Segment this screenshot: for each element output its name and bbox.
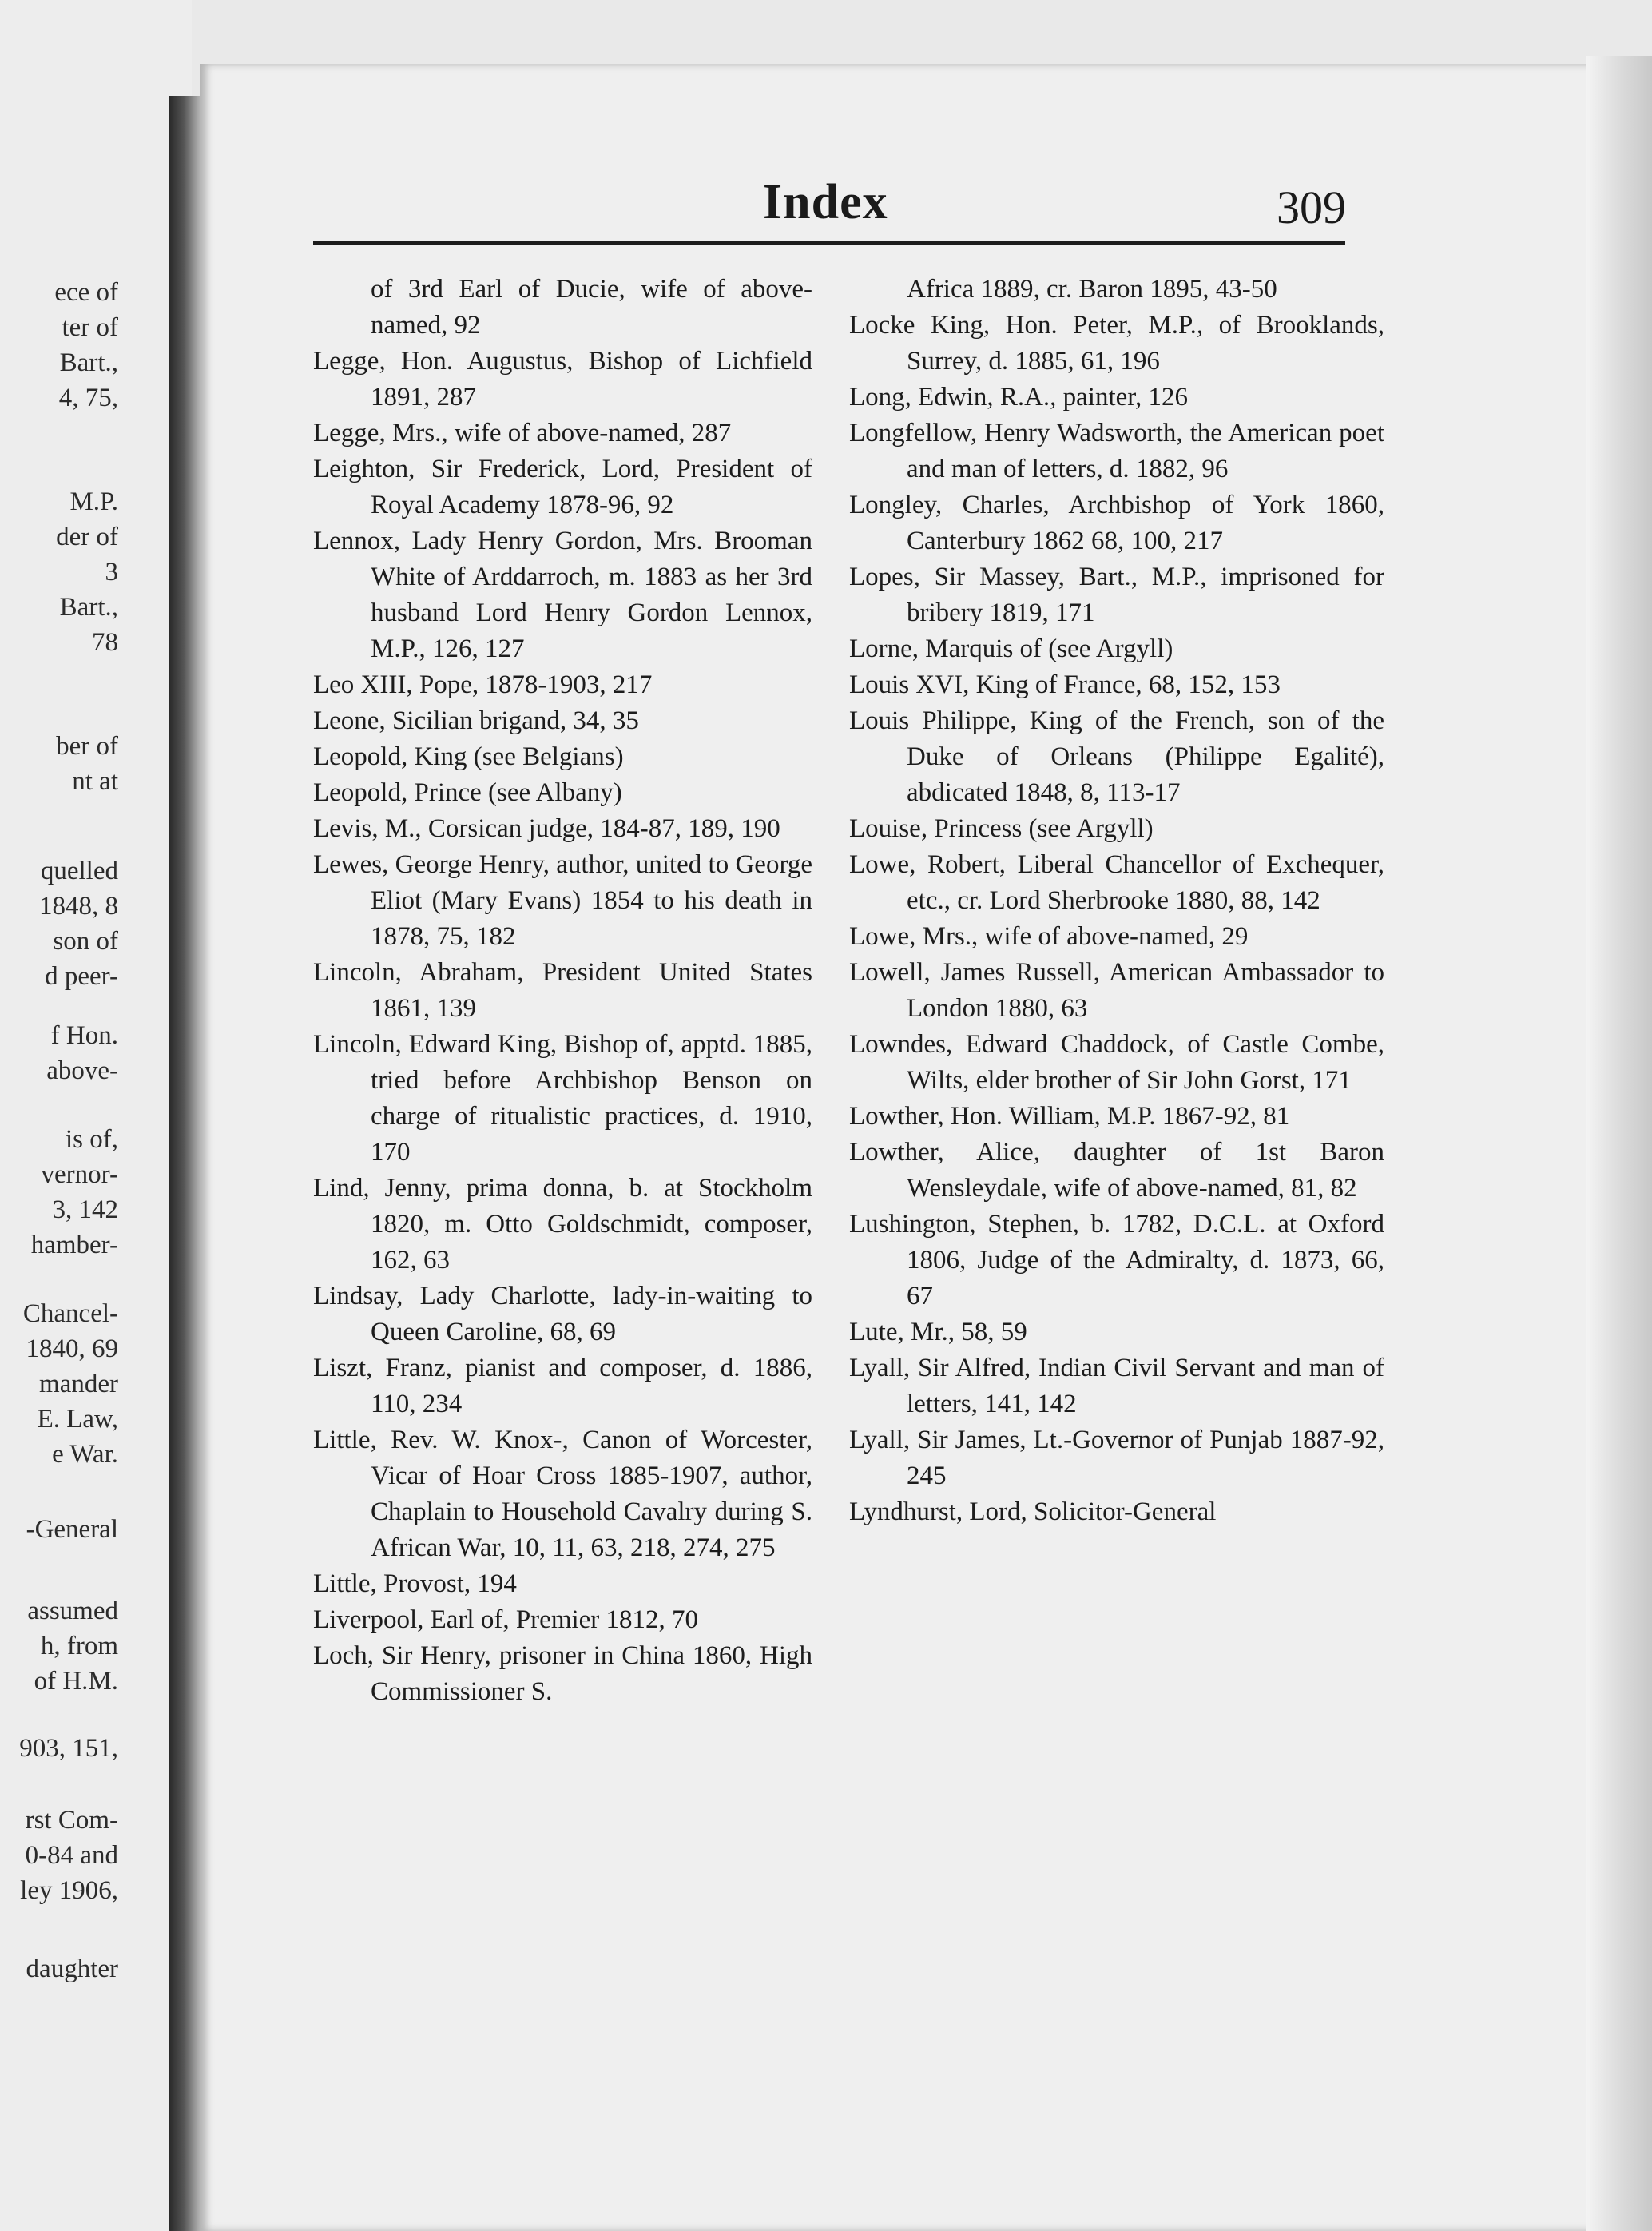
header-rule xyxy=(313,241,1345,245)
index-entry: Legge, Hon. Augustus, Bishop of Lichfield 1891, 287 xyxy=(313,347,812,412)
previous-page-line: ter of xyxy=(62,313,118,342)
previous-page-line: of H.M. xyxy=(34,1667,118,1696)
index-entry: Liszt, Franz, pianist and composer, d. 1886, 110, 234 xyxy=(313,1354,812,1418)
index-entry: Lyall, Sir James, Lt.-Governor of Punjab 1887-92, 245 xyxy=(849,1426,1384,1490)
index-entry: Locke King, Hon. Peter, M.P., of Brooklands, Surrey, d. 1885, 61, 196 xyxy=(849,311,1384,376)
index-entry: Lyall, Sir Alfred, Indian Civil Servant and man of letters, 141, 142 xyxy=(849,1354,1384,1418)
index-entry: Louis XVI, King of France, 68, 152, 153 xyxy=(849,670,1281,699)
index-entry: Long, Edwin, R.A., painter, 126 xyxy=(849,383,1188,412)
previous-page-line: nt at xyxy=(72,767,118,796)
index-entry: Lorne, Marquis of (see Argyll) xyxy=(849,634,1173,663)
previous-page-line: d peer- xyxy=(45,962,118,991)
index-entry: Levis, M., Corsican judge, 184-87, 189, 190 xyxy=(313,814,780,843)
index-entry: Lushington, Stephen, b. 1782, D.C.L. at Oxford 1806, Judge of the Admiralty, d. 1873, 66, 67 xyxy=(849,1210,1384,1310)
index-entry: Lennox, Lady Henry Gordon, Mrs. Brooman White of Arddarroch, m. 1883 as her 3rd husband Lord Henry Gordon Lennox, M.P., 126, 127 xyxy=(313,527,812,663)
index-entry: Louise, Princess (see Argyll) xyxy=(849,814,1154,843)
index-entry: Lindsay, Lady Charlotte, lady-in-waiting to Queen Caroline, 68, 69 xyxy=(313,1282,812,1346)
index-entry: Lowther, Hon. William, M.P. 1867-92, 81 xyxy=(849,1102,1290,1131)
previous-page-line: f Hon. xyxy=(50,1021,118,1050)
index-entry: Longfellow, Henry Wadsworth, the American poet and man of letters, d. 1882, 96 xyxy=(849,419,1384,483)
previous-page-line: 903, 151, xyxy=(19,1734,118,1763)
index-column-right xyxy=(849,272,1384,1530)
index-entry: Leighton, Sir Frederick, Lord, President of Royal Academy 1878-96, 92 xyxy=(313,455,812,519)
previous-page-line: 3 xyxy=(105,558,118,587)
page-title: Index xyxy=(763,175,888,229)
previous-page-line: h, from xyxy=(40,1632,118,1660)
previous-page-line: 3, 142 xyxy=(52,1195,118,1224)
index-entry: Leopold, Prince (see Albany) xyxy=(313,778,622,807)
index-entry: Little, Rev. W. Knox-, Canon of Worcester, Vicar of Hoar Cross 1885-1907, author, Chaplain to Household Cavalry during S. African War, 10, 11, 63, 218, 274, 275 xyxy=(313,1426,812,1562)
previous-page-line: quelled xyxy=(40,857,118,885)
index-entry: Africa 1889, cr. Baron 1895, 43-50 xyxy=(907,275,1277,304)
previous-page-line: vernor- xyxy=(41,1160,118,1189)
index-entry: Lowe, Robert, Liberal Chancellor of Exchequer, etc., cr. Lord Sherbrooke 1880, 88, 142 xyxy=(849,850,1384,915)
previous-page-line: der of xyxy=(56,523,118,551)
previous-page-line: 78 xyxy=(92,628,118,657)
previous-page-line: ece of xyxy=(54,278,118,307)
previous-page-line: 1848, 8 xyxy=(39,892,118,921)
index-entry: Lute, Mr., 58, 59 xyxy=(849,1318,1027,1346)
page-edge xyxy=(1586,56,1652,2231)
previous-page-line: -General xyxy=(26,1515,118,1544)
previous-page-line: Bart., xyxy=(59,348,118,377)
previous-page-line: Chancel- xyxy=(22,1299,118,1328)
index-entry: Lincoln, Abraham, President United States 1861, 139 xyxy=(313,958,812,1023)
index-entry: Lopes, Sir Massey, Bart., M.P., imprisoned for bribery 1819, 171 xyxy=(849,563,1384,627)
index-entry: Lowe, Mrs., wife of above-named, 29 xyxy=(849,922,1249,951)
index-entry: Lowell, James Russell, American Ambassador to London 1880, 63 xyxy=(849,958,1384,1023)
previous-page-line: son of xyxy=(53,927,118,956)
index-entry: Lowther, Alice, daughter of 1st Baron Wensleydale, wife of above-named, 81, 82 xyxy=(849,1138,1384,1203)
previous-page-line: daughter xyxy=(26,1955,118,1983)
index-entry: Leone, Sicilian brigand, 34, 35 xyxy=(313,706,639,735)
index-entry: Lyndhurst, Lord, Solicitor-General xyxy=(849,1497,1217,1526)
previous-page-line: assumed xyxy=(27,1597,118,1625)
previous-page-line: is of, xyxy=(66,1125,118,1154)
previous-page-line: ber of xyxy=(56,732,118,761)
index-entry: Lincoln, Edward King, Bishop of, apptd. 1885, tried before Archbishop Benson on charge of ritualistic practices, d. 1910, 170 xyxy=(313,1030,812,1167)
previous-page-line: hamber- xyxy=(30,1231,118,1259)
previous-page-line: Bart., xyxy=(59,593,118,622)
index-entry: of 3rd Earl of Ducie, wife of above-named, 92 xyxy=(371,275,812,340)
index-entry: Liverpool, Earl of, Premier 1812, 70 xyxy=(313,1605,699,1634)
previous-page-line: 0-84 and xyxy=(25,1841,118,1870)
previous-page-line: ley 1906, xyxy=(20,1876,118,1905)
index-column-left xyxy=(313,272,812,1710)
index-entry: Little, Provost, 194 xyxy=(313,1569,517,1598)
previous-page-line: E. Law, xyxy=(37,1405,118,1434)
book-gutter xyxy=(169,96,201,2231)
index-entry: Leo XIII, Pope, 1878-1903, 217 xyxy=(313,670,653,699)
previous-page-line: rst Com- xyxy=(25,1806,118,1835)
index-entry: Lewes, George Henry, author, united to George Eliot (Mary Evans) 1854 to his death in 1878, 75, 182 xyxy=(313,850,812,951)
index-entry: Loch, Sir Henry, prisoner in China 1860, High Commissioner S. xyxy=(313,1641,812,1706)
index-entry: Louis Philippe, King of the French, son of the Duke of Orleans (Philippe Egalité), abdicated 1848, 8, 113-17 xyxy=(849,706,1384,807)
previous-page-line: e War. xyxy=(52,1440,118,1469)
page-number: 309 xyxy=(1277,181,1346,233)
index-entry: Legge, Mrs., wife of above-named, 287 xyxy=(313,419,732,447)
previous-page-line: mander xyxy=(39,1370,118,1398)
index-entry: Longley, Charles, Archbishop of York 1860, Canterbury 1862 68, 100, 217 xyxy=(849,491,1384,555)
index-entry: Lowndes, Edward Chaddock, of Castle Combe, Wilts, elder brother of Sir John Gorst, 171 xyxy=(849,1030,1384,1095)
previous-page-line: 1840, 69 xyxy=(26,1334,118,1363)
index-entry: Lind, Jenny, prima donna, b. at Stockholm 1820, m. Otto Goldschmidt, composer, 162, 63 xyxy=(313,1174,812,1275)
previous-page-line: 4, 75, xyxy=(58,384,118,412)
previous-page-line: above- xyxy=(46,1056,118,1085)
previous-page-line: M.P. xyxy=(69,487,118,516)
index-entry: Leopold, King (see Belgians) xyxy=(313,742,624,771)
